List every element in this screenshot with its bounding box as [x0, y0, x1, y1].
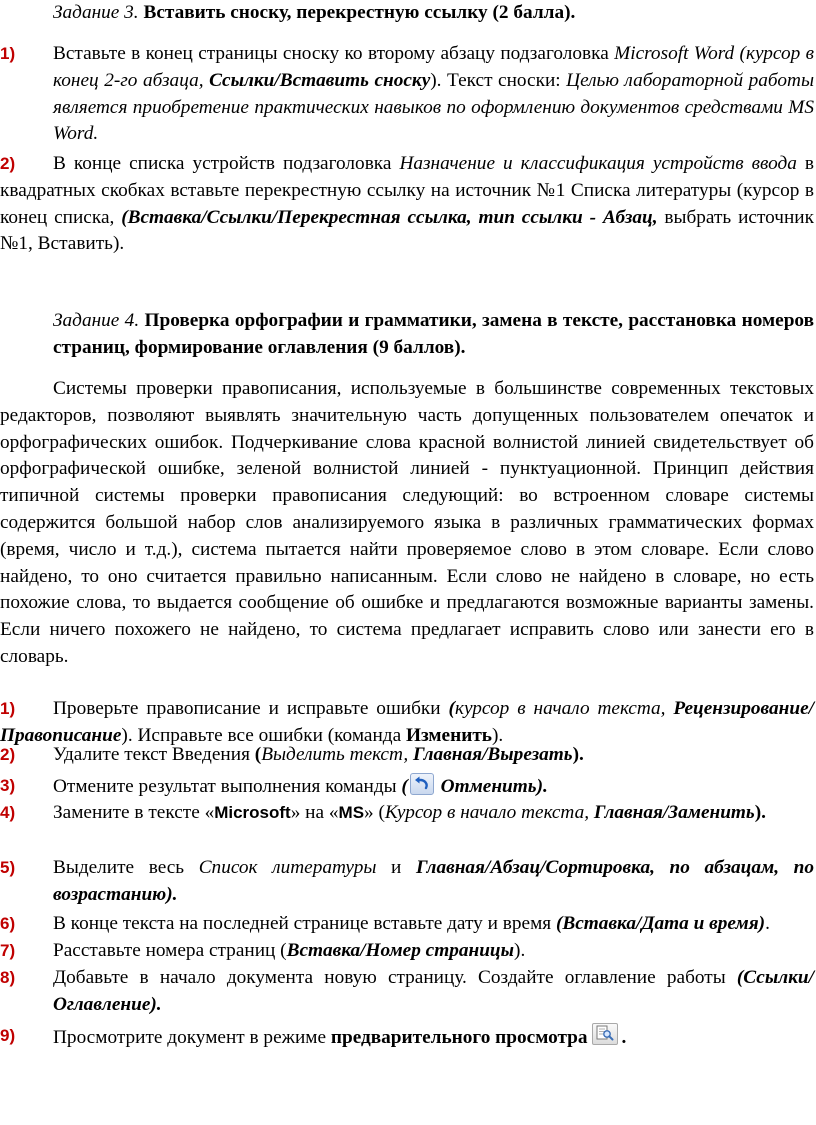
item-number: 3): [0, 776, 16, 795]
task3-label: Задание 3.: [53, 2, 139, 23]
item-number: 9): [0, 1026, 16, 1045]
task4-item-9: [0, 1023, 814, 1052]
item-number: 4): [0, 803, 16, 822]
item-number: 8): [0, 968, 16, 987]
item-number: 6): [0, 914, 16, 933]
item-number: 7): [0, 941, 16, 960]
task4-item-6: [0, 911, 814, 938]
task4-item-5: [0, 855, 814, 909]
task3-heading: [53, 0, 814, 27]
item-text: Проверьте правописание и исправьте ошибки (курсор в начало текста, Рецензирование/Правописание). Исправьте все ошибки (команда Изменить).: [0, 698, 815, 746]
item-text: Добавьте в начало документа новую страницу. Создайте оглавление работы (Ссылки/Оглавление).: [53, 967, 814, 1015]
task3-item-1: [0, 41, 814, 148]
item-text: Удалите текст Введения (Выделить текст, Главная/Вырезать).: [53, 744, 584, 765]
item-text: Выделите весь Список литературы и Главная/Абзац/Сортировка, по абзацам, по возрастанию).: [53, 857, 814, 905]
item-number: 1): [0, 44, 16, 63]
item-text: В конце текста на последней странице вставьте дату и время (Вставка/Дата и время).: [53, 913, 770, 934]
task4-label: Задание 4.: [53, 310, 140, 331]
print-preview-icon[interactable]: [592, 1023, 618, 1045]
task4-item-2: [0, 742, 814, 769]
undo-icon[interactable]: [410, 773, 434, 795]
task4-item-7: [0, 938, 814, 965]
task4-title: Проверка орфографии и грамматики, замена в тексте, расстановка номеров страниц, формирование оглавления (9 баллов).: [53, 310, 814, 358]
task4-item-4: [0, 800, 814, 827]
item-text: Просмотрите документ в режиме предварительного просмотра .: [0, 1023, 814, 1052]
item-number: 5): [0, 858, 16, 877]
item-number: 2): [0, 154, 16, 173]
task4-heading: [53, 308, 814, 362]
task4-paragraph: Системы проверки правописания, используемые в большинстве современных текстовых редакторов, позволяют выявлять значительную часть допущенных пользователем опечаток и орфографических ошибок. Подчеркивание слова красной волнистой линией свидетельствует об орфографической ошибке, зеленой волнистой линией - пунктуационной. Принцип действия типичной системы проверки правописания следующий: во встроенном словаре системы содержится большой набор слов анализируемого языка в различных грамматических формах (время, число и т.д.), система пытается найти проверяемое слово в этом словаре. Если слово найдено, то оно считается правильно написанным. Если слово не найдено в словаре, но есть похожие слова, то выдается сообщение об ошибке и предлагаются возможные варианты замены. Если ничего похожего не найдено, то система предлагает исправить слово или занести его в словарь.: [0, 378, 814, 667]
item-number: 1): [0, 699, 16, 718]
item-text: Расставьте номера страниц (Вставка/Номер страницы).: [53, 940, 526, 961]
task3-title: Вставить сноску, перекрестную ссылку (2 балла).: [143, 2, 576, 23]
task3-item-2: [0, 151, 814, 258]
item-number: 2): [0, 745, 16, 764]
task4-item-3: [0, 773, 814, 801]
task4-item-8: [0, 965, 814, 1019]
item-text: Вставьте в конец страницы сноску ко второму абзацу подзаголовка Microsoft Word (курсор в конец 2-го абзаца, Ссылки/Вставить сноску). Текст сноски: Целью лабораторной работы является приобретение практических навыков по оформлению документов средствами MS Word.: [53, 43, 815, 145]
item-text: В конце списка устройств подзаголовка Назначение и классификация устройств ввода в квадратных скобках вставьте перекрестную ссылку на источник №1 Списка литературы (курсор в конец списка, (Вставка/Ссылки/Перекрестная ссылка, тип ссылки - Абзац, выбрать источник №1, Вставить).: [0, 153, 814, 255]
item-text: Отмените результат выполнения команды ( Отменить).: [0, 773, 814, 801]
item-text: Замените в тексте «Microsoft» на «MS» (Курсор в начало текста, Главная/Заменить).: [53, 802, 766, 823]
